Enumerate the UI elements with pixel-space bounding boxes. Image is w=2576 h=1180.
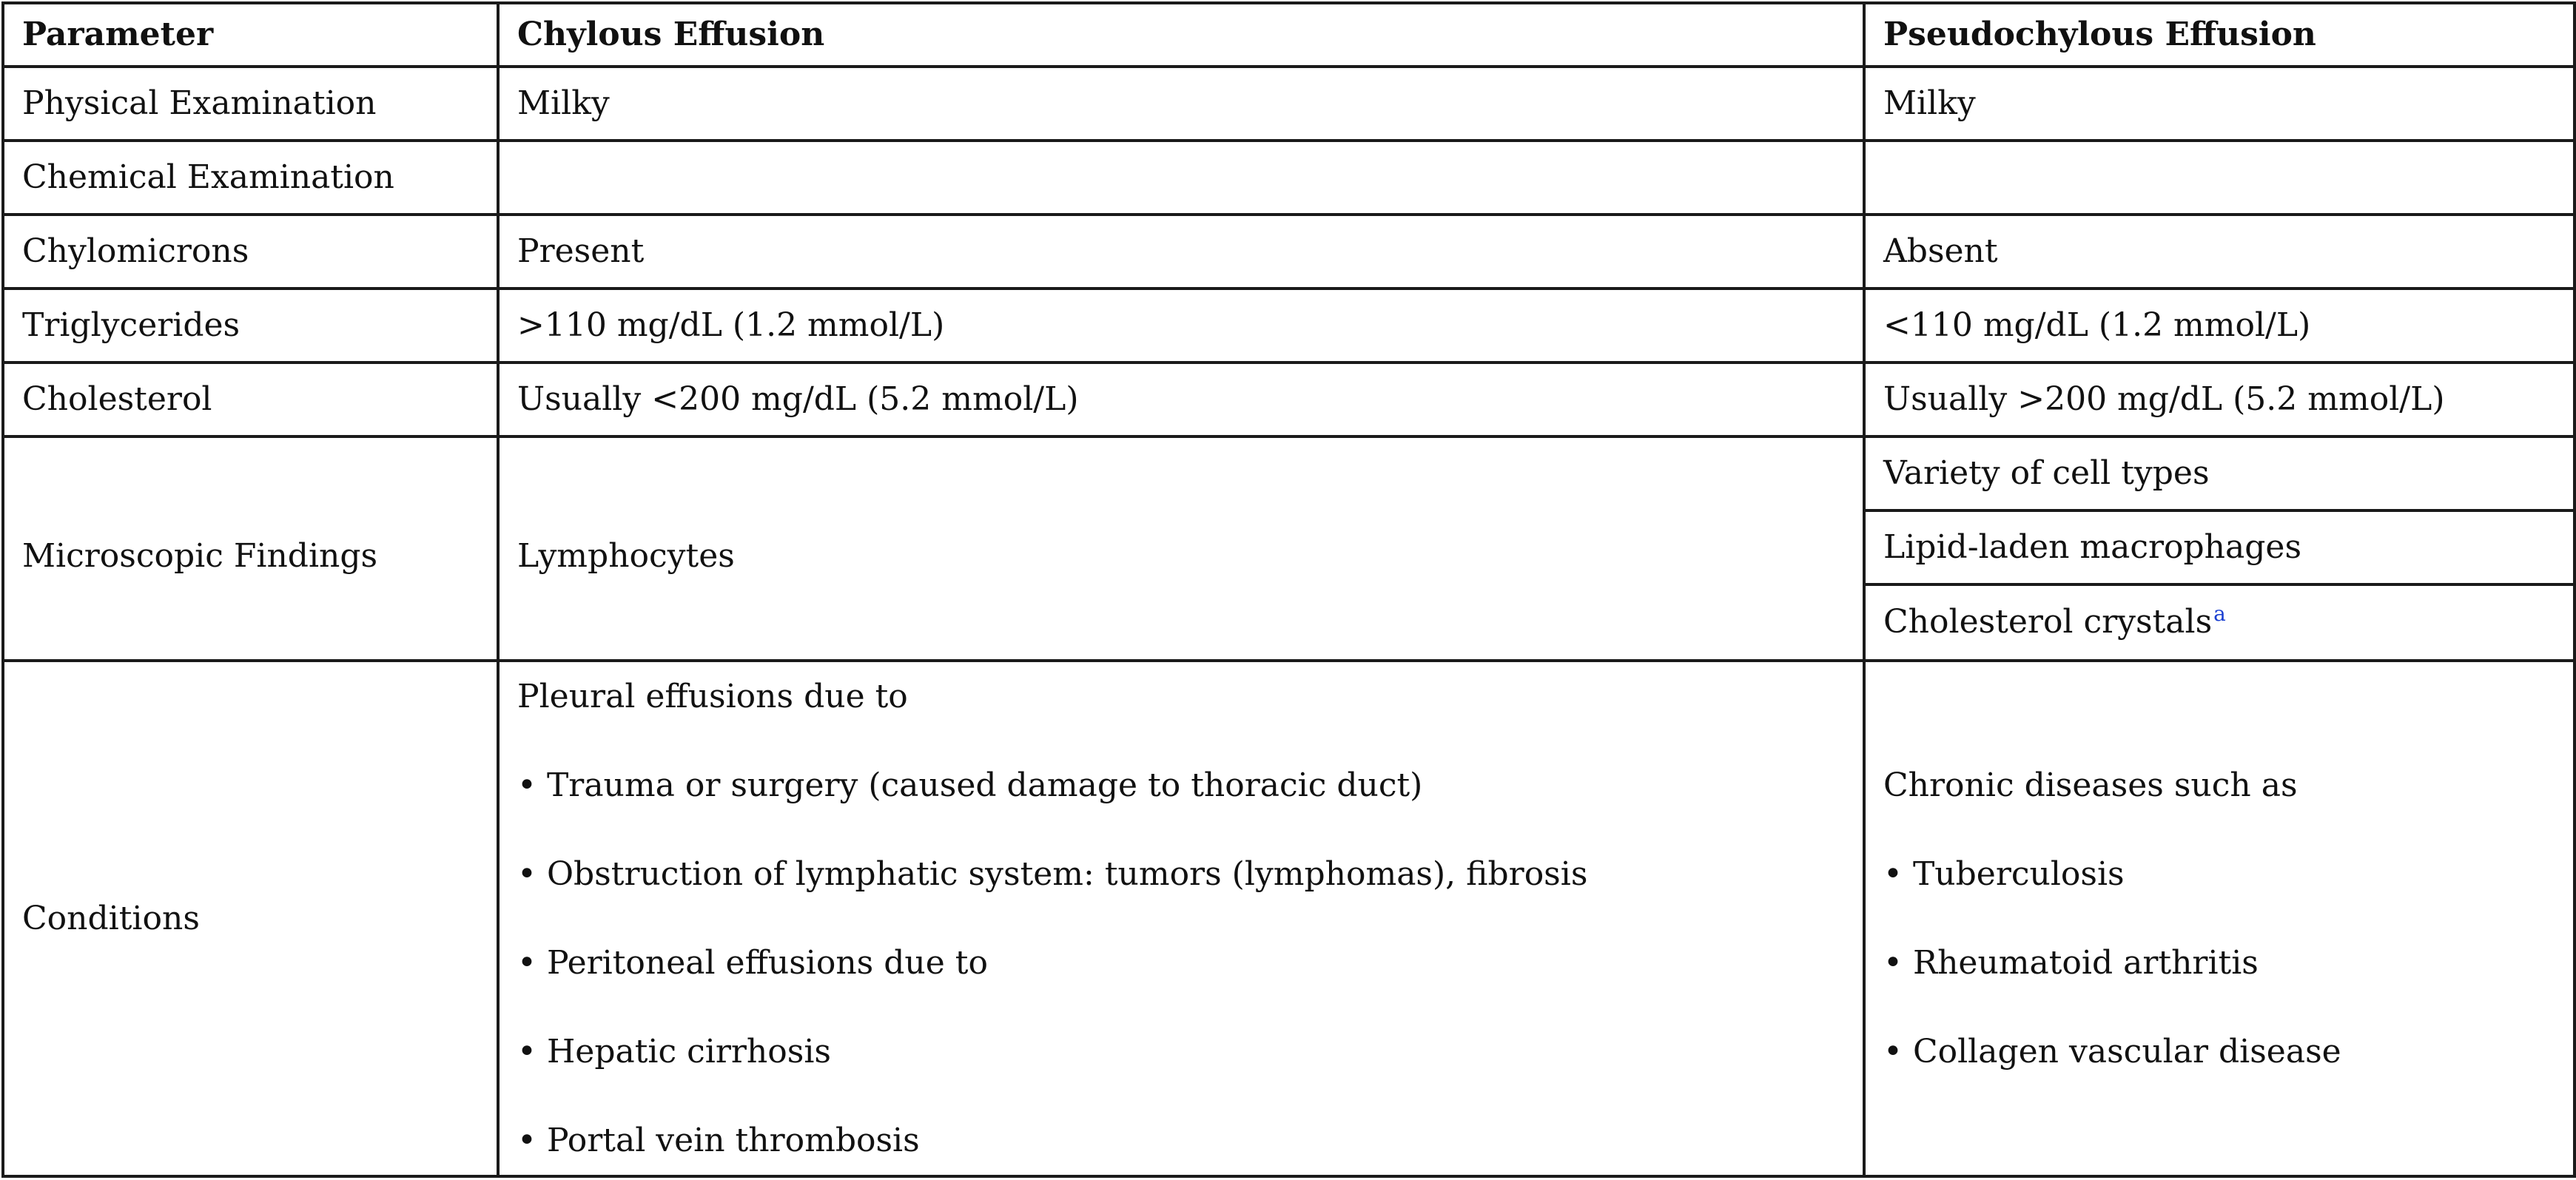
cell-chemical-pseudochylous-empty [1864, 141, 2575, 215]
cell-cholesterol-pseudochylous: Usually >200 mg/dL (5.2 mmol/L) [1864, 363, 2575, 436]
cell-conditions-pseudochylous [1864, 661, 2575, 1176]
cell-cholesterol-chylous: Usually <200 mg/dL (5.2 mmol/L) [498, 363, 1864, 436]
cell-conditions-chylous [498, 661, 1864, 1176]
list-item: • Tuberculosis [1883, 854, 2125, 893]
row-label-conditions [3, 661, 498, 1176]
row-label-physical-examination: Physical Examination [3, 67, 498, 141]
row-label-cholesterol: Cholesterol [3, 363, 498, 436]
effusion-comparison-table [1, 1, 2576, 1178]
table-row-triglycerides [3, 289, 2575, 363]
header-pseudochylous-effusion: Pseudochylous Effusion [1864, 3, 2575, 67]
cell-triglycerides-pseudochylous: <110 mg/dL (1.2 mmol/L) [1864, 289, 2575, 363]
list-item: • Obstruction of lymphatic system: tumors (lymphomas), fibrosis [517, 854, 1588, 893]
cell-microscopic-chylous: Lymphocytes [498, 436, 1864, 661]
row-label-chemical-examination: Chemical Examination [3, 141, 498, 215]
cell-physical-pseudochylous: Milky [1864, 67, 2575, 141]
cell-triglycerides-chylous: >110 mg/dL (1.2 mmol/L) [498, 289, 1864, 363]
row-label-microscopic-findings: Microscopic Findings [3, 436, 498, 661]
cholesterol-crystals-text: Cholesterol crystals [1883, 603, 2213, 641]
table-row-microscopic-findings [3, 436, 2575, 510]
cell-microscopic-pseudochylous-1: Variety of cell types [1864, 436, 2575, 510]
list-item: • Peritoneal effusions due to [517, 943, 988, 982]
table-row-physical-examination [3, 67, 2575, 141]
header-parameter: Parameter [3, 3, 498, 67]
cell-microscopic-pseudochylous-2: Lipid-laden macrophages [1864, 510, 2575, 584]
list-item: Chronic diseases such as [1883, 766, 2298, 804]
cell-chemical-chylous-empty [498, 141, 1864, 215]
table-row-chylomicrons [3, 215, 2575, 289]
table-row-cholesterol [3, 363, 2575, 436]
list-item: Pleural effusions due to [517, 677, 908, 715]
list-item: • Portal vein thrombosis [517, 1121, 920, 1159]
cell-microscopic-pseudochylous-3 [1864, 584, 2575, 661]
table-row-conditions [3, 661, 2575, 1176]
cell-chylomicrons-pseudochylous: Absent [1864, 215, 2575, 289]
footnote-marker[interactable]: a [2213, 601, 2226, 627]
header-chylous-effusion: Chylous Effusion [498, 3, 1864, 67]
row-label-triglycerides: Triglycerides [3, 289, 498, 363]
conditions-label: Conditions [22, 899, 200, 937]
cell-chylomicrons-chylous: Present [498, 215, 1864, 289]
row-label-chylomicrons: Chylomicrons [3, 215, 498, 289]
list-item: • Hepatic cirrhosis [517, 1032, 831, 1071]
cell-physical-chylous: Milky [498, 67, 1864, 141]
header-row [3, 3, 2575, 67]
table-row-chemical-examination [3, 141, 2575, 215]
list-item: • Collagen vascular disease [1883, 1032, 2341, 1071]
list-item: • Rheumatoid arthritis [1883, 943, 2259, 982]
list-item: • Trauma or surgery (caused damage to thoracic duct) [517, 766, 1423, 804]
